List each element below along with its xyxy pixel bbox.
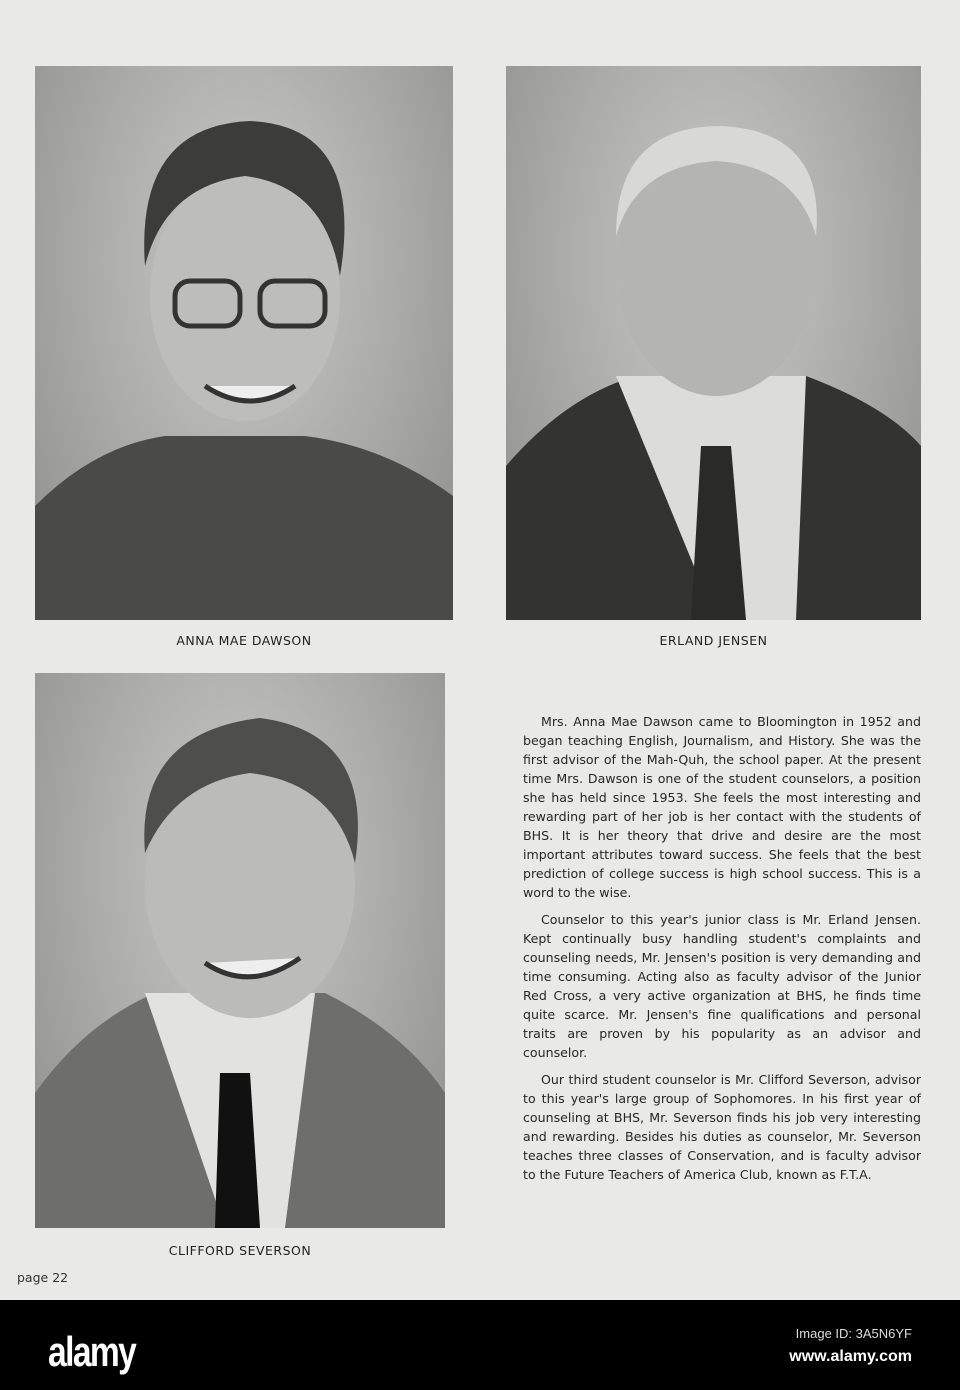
portrait-photo-jensen bbox=[506, 66, 921, 620]
portrait-photo-dawson bbox=[35, 66, 453, 620]
counselors-article bbox=[523, 712, 921, 1192]
portrait-photo-severson bbox=[35, 673, 445, 1228]
image-id: Image ID: 3A5N6YF bbox=[795, 1326, 912, 1341]
alamy-logo: alamy bbox=[48, 1328, 136, 1375]
portrait-caption: ANNA MAE DAWSON bbox=[176, 633, 312, 648]
article-paragraph-jensen: Counselor to this year's junior class is Mr. Erland Jensen. Kept continually busy handling student's complaints and counseling needs, Mr. Jensen's position is very demanding and time consuming. Acting also as faculty advisor of the Junior Red Cross, a very active organization at BHS, he finds time quite scarce. Mr. Jensen's fine qualifications and personal traits are proven by his popularity as an advisor and counselor. bbox=[523, 912, 921, 1060]
portrait-caption: ERLAND JENSEN bbox=[659, 633, 768, 648]
watermark-footer bbox=[0, 1300, 960, 1390]
site-url: www.alamy.com bbox=[789, 1348, 912, 1365]
portrait-caption: CLIFFORD SEVERSON bbox=[168, 1243, 312, 1258]
man-portrait-image bbox=[35, 673, 445, 1228]
woman-portrait-image bbox=[35, 66, 453, 620]
article-paragraph-severson: Our third student counselor is Mr. Clifford Severson, advisor to this year's large group of Sophomores. In his first year of counseling at BHS, Mr. Severson finds his job very interesting and rewarding. Besides his duties as counselor, Mr. Severson teaches three classes of Conservation, and is faculty advisor to the Future Teachers of America Club, known as F.T.A. bbox=[523, 1072, 921, 1182]
article-paragraph-dawson: Mrs. Anna Mae Dawson came to Bloomington in 1952 and began teaching English, Journalism, and History. She was the first advisor of the Mah-Quh, the school paper. At the present time Mrs. Dawson is one of the student counselors, a position she has held since 1953. She feels the most interesting and rewarding part of her job is her contact with the students of BHS. It is her theory that drive and desire are the most important attributes toward success. She feels that the best prediction of college success is high school success. This is a word to the wise. bbox=[523, 714, 921, 900]
man-portrait-image bbox=[506, 66, 921, 620]
page-number: page 22 bbox=[17, 1270, 69, 1285]
